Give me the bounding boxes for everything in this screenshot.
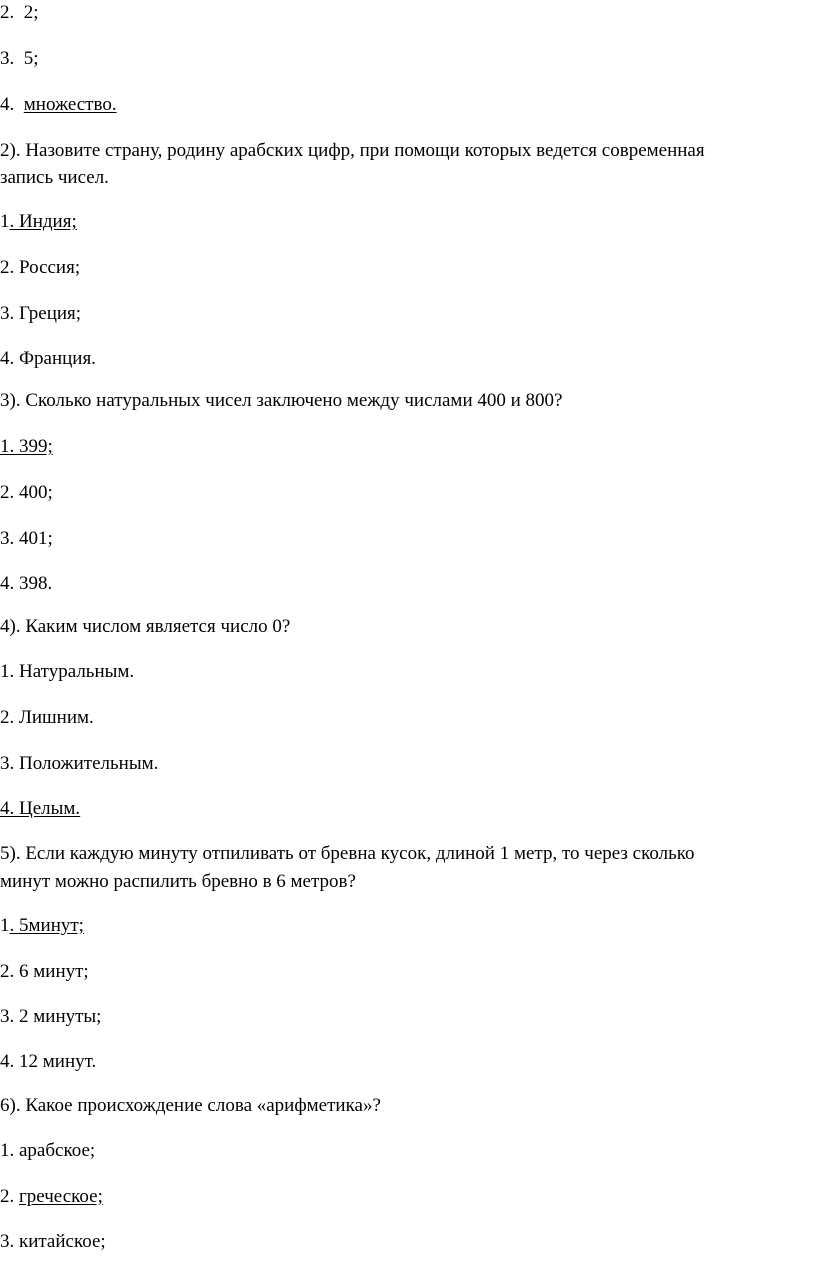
answer-line: 4. Франция. — [0, 348, 96, 369]
answer-text-underlined: . Индия; — [9, 211, 77, 232]
answer-number: 1 — [0, 915, 10, 936]
answer-line: 4. 12 минут. — [0, 1051, 97, 1072]
answer-line-underlined: 1. 399; — [0, 436, 53, 457]
question-5-line-1: 5). Если каждую минуту отпиливать от бревна кусок, длиной 1 метр, то через сколько — [0, 843, 695, 864]
answer-line: 1. Натуральным. — [0, 661, 135, 682]
answer-number: 3. — [0, 48, 15, 69]
answer-line — [0, 211, 77, 233]
answer-line: 2. Россия; — [0, 257, 81, 278]
question-6: 6). Какое происхождение слова «арифметика»? — [0, 1095, 381, 1116]
answer-line-underlined: 4. Целым. — [0, 798, 81, 819]
question-3: 3). Сколько натуральных чисел заключено между числами 400 и 800? — [0, 390, 563, 411]
answer-line: 3. 401; — [0, 528, 53, 549]
answer-line: 4. 398. — [0, 573, 53, 594]
answer-line: 2. 6 минут; — [0, 961, 89, 982]
answer-number: 4. — [0, 94, 15, 115]
question-2-line-1: 2). Назовите страну, родину арабских цифр, при помощи которых ведется современная — [0, 140, 705, 161]
question-5-line-2: минут можно распилить бревно в 6 метров? — [0, 871, 356, 892]
answer-line: 3. китайское; — [0, 1231, 106, 1252]
answer-text-underlined: . 5минут; — [9, 915, 84, 936]
answer-line — [0, 915, 84, 937]
question-4: 4). Каким числом является число 0? — [0, 616, 291, 637]
answer-number: 2. — [0, 2, 15, 23]
answer-line: 3. 2 минуты; — [0, 1006, 102, 1027]
answer-line — [0, 1186, 103, 1208]
answer-line: 2. Лишним. — [0, 707, 94, 728]
answer-line: 3. Положительным. — [0, 753, 159, 774]
answer-number: 2. — [0, 1186, 19, 1207]
answer-line — [0, 94, 117, 116]
answer-text-underlined: греческое; — [19, 1186, 103, 1207]
answer-line: 3. Греция; — [0, 303, 82, 324]
answer-line — [0, 2, 39, 24]
answer-number: 1 — [0, 211, 10, 232]
answer-text: 5; — [23, 48, 39, 69]
answer-line: 1. арабское; — [0, 1140, 96, 1161]
answer-text: 2; — [23, 2, 39, 23]
question-2-line-2: запись чисел. — [0, 167, 109, 188]
answer-line — [0, 48, 39, 70]
answer-text-underlined: множество. — [23, 94, 117, 115]
answer-line: 2. 400; — [0, 482, 53, 503]
